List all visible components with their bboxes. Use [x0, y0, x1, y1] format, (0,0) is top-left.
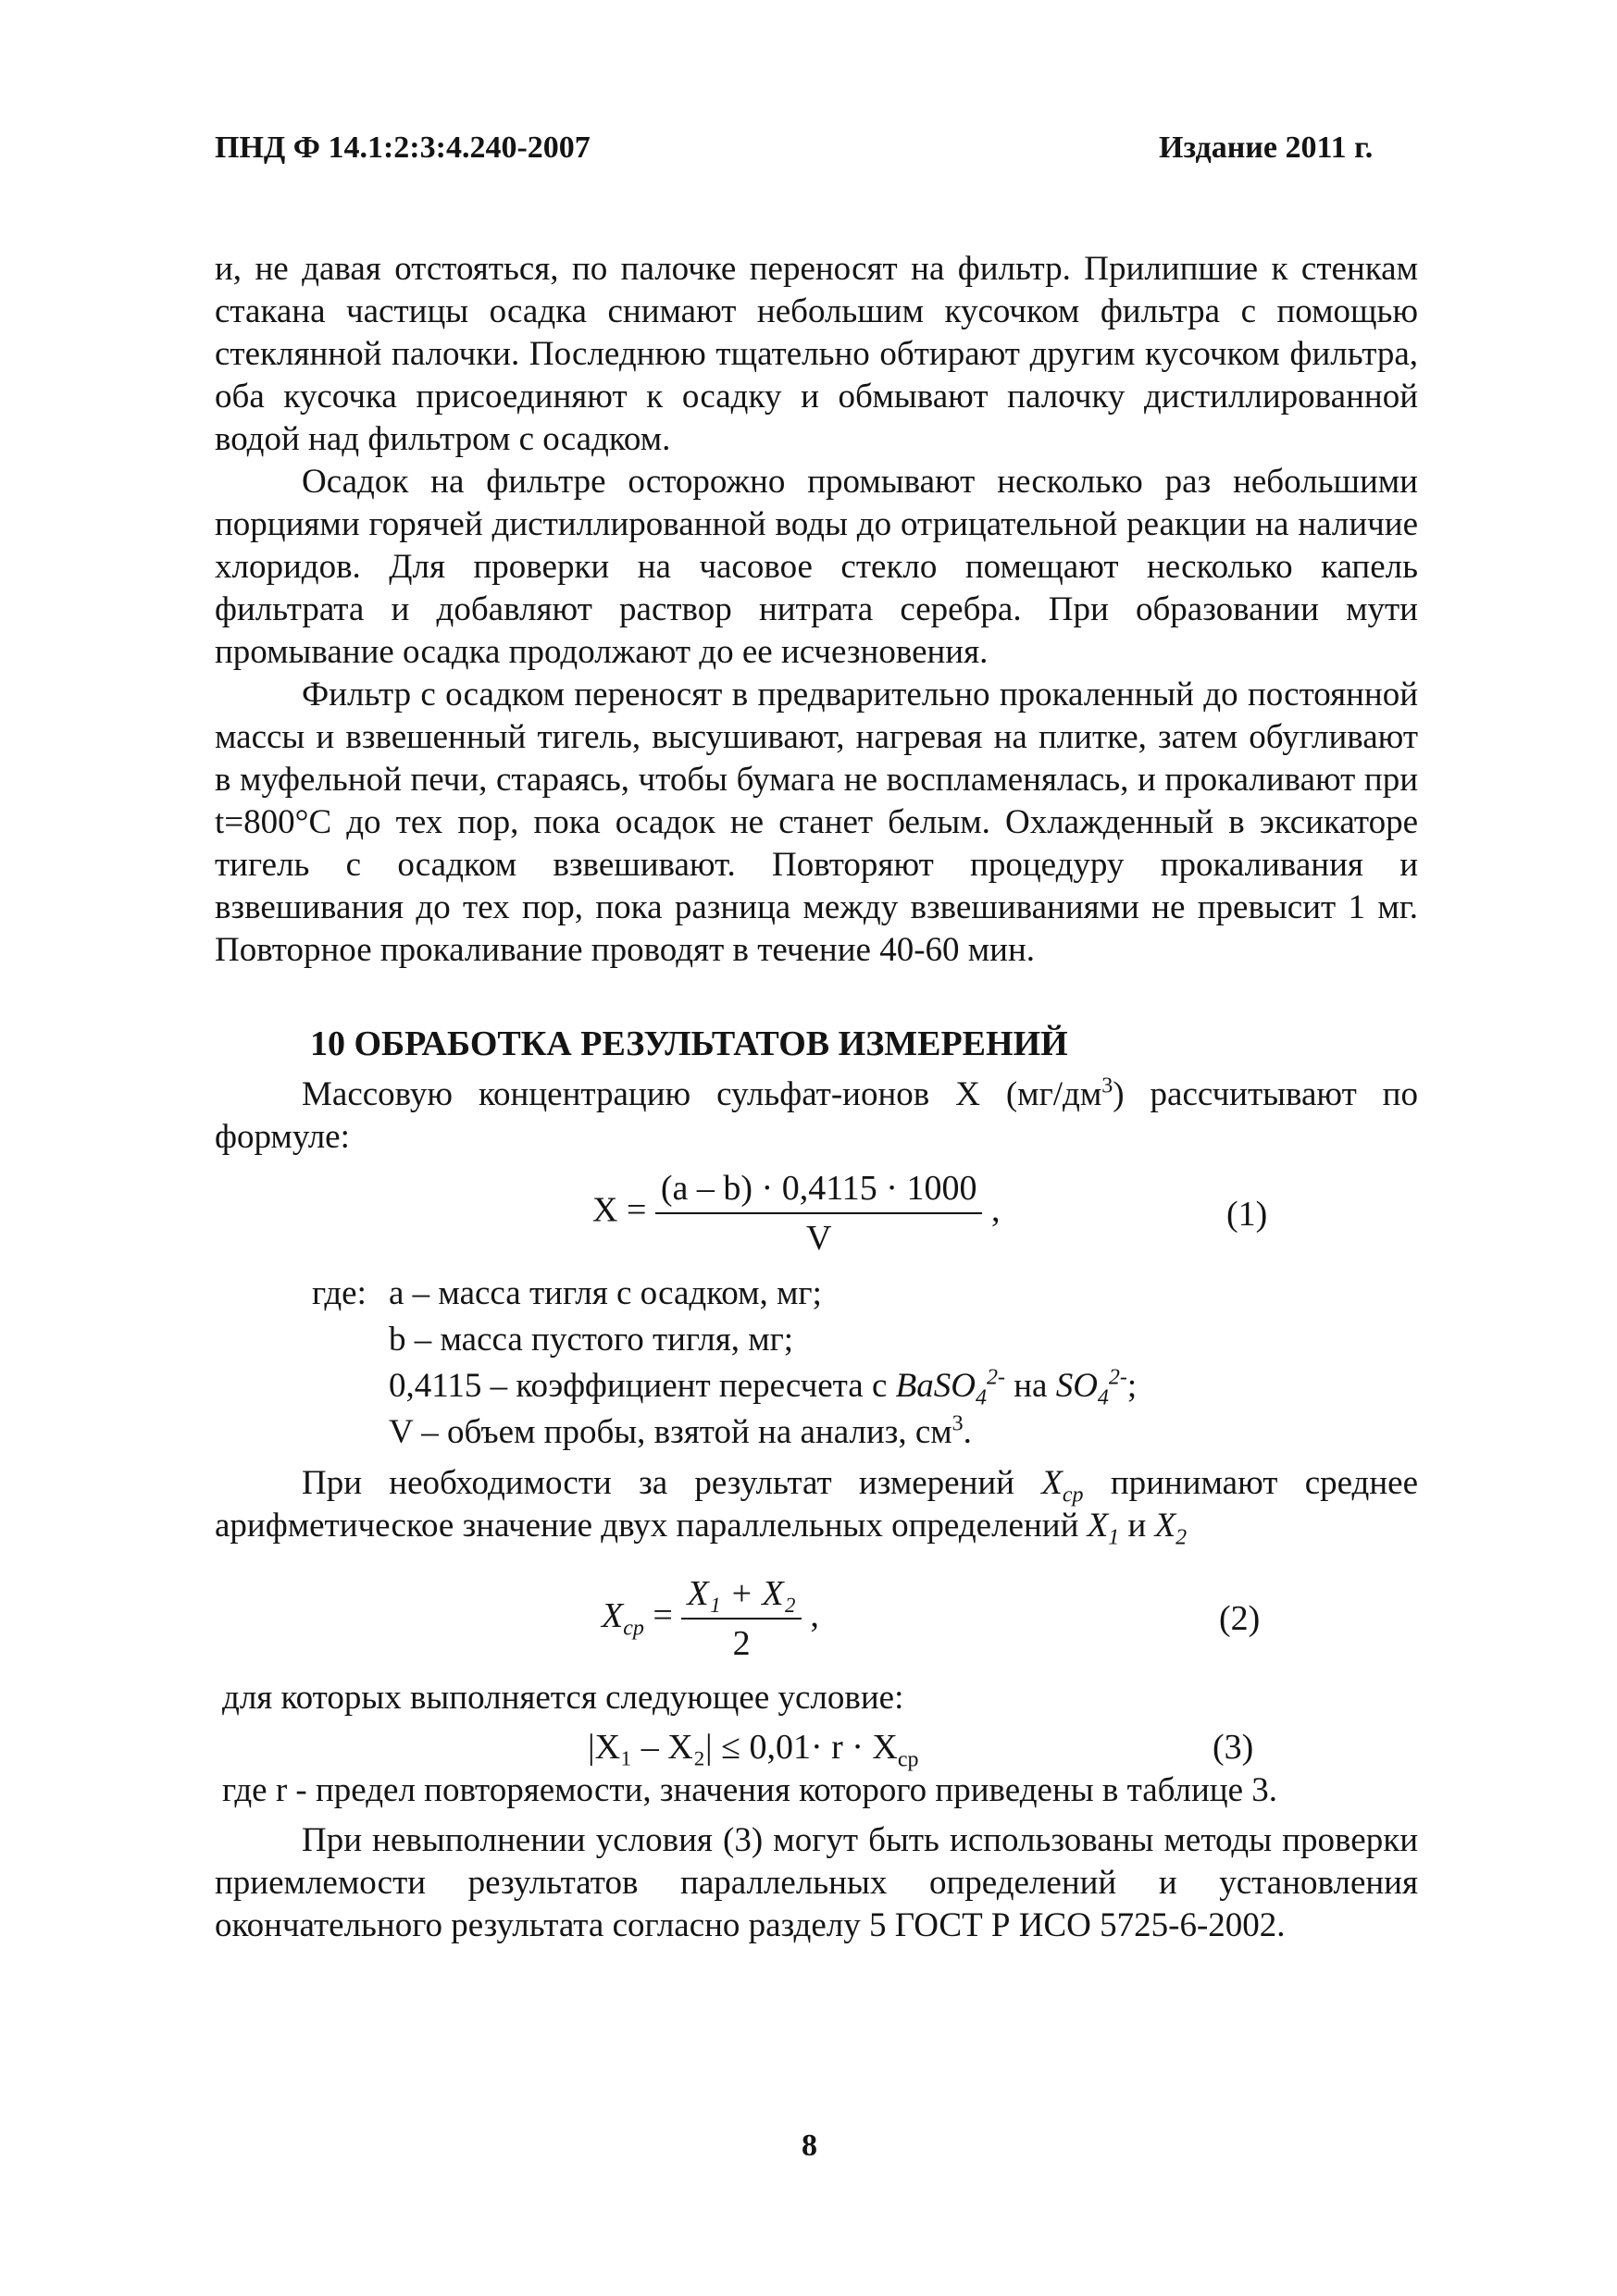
where-item-coefficient: 0,4115 – коэффициент пересчета с BaSO$_4^{2-}$ на $SO_4^{2-}$; — [389, 1365, 1138, 1410]
paragraph-filter-transfer: и, не давая отстояться, по палочке переносят на фильтр. Прилипшие к стенкам стакана частицы осадка снимают небольшим кусочком фильтра с помощью стеклянной палочки. Последнюю тщательно обтирают другим кусочком фильтра, оба кусочка присоединяют к осадку и обмывают палочку дистиллированной водой над фильтром с осадком. — [215, 250, 1418, 458]
intro-superscript: 3 — [1101, 1074, 1113, 1098]
edition-label: Издание 2011 г. — [1159, 130, 1374, 165]
coef-on: на — [1014, 1367, 1048, 1405]
formula-3: $|X_1 - X_2| \le 0,01\cdot r \cdot X_{cp}$ — [588, 1728, 919, 1772]
formula-2-lhs: $X_{cp}$ — [602, 1595, 644, 1641]
formula-1-number: (1) — [1226, 1195, 1268, 1234]
page-number: 8 — [802, 2128, 817, 2163]
section-intro — [215, 1074, 1418, 1159]
where-r: где r - предел повторяемости, значения которого приведены в таблице 3. — [222, 1771, 1278, 1809]
section-heading: 10 ОБРАБОТКА РЕЗУЛЬТАТОВ ИЗМЕРЕНИЙ — [310, 1024, 1068, 1063]
formula-2 — [602, 1573, 819, 1664]
formula-2-fraction — [681, 1573, 802, 1664]
where-prefix: где: — [312, 1274, 367, 1312]
formula-3-number: (3) — [1213, 1728, 1254, 1767]
intro-text-part2: ) рассчитывают по формуле: — [215, 1075, 1418, 1156]
formula-2-denominator: 2 — [732, 1624, 751, 1663]
coef-from-formula: BaSO$_4^{2-}$ — [895, 1365, 1005, 1410]
x2-symbol: $X_2$ — [1154, 1507, 1188, 1550]
formula-1-numerator: (a – b) · 0,4115 · 1000 — [655, 1168, 983, 1214]
paragraph-calcination: Фильтр с осадком переносят в предварительно прокаленный до постоянной массы и взвешенный тигель, высушивают, нагревая на плитке, затем обугливают в муфельной печи, стараясь, чтобы бумага не воспламенялась, и прокаливают при t=800°С до тех пор, пока осадок не станет белым. Охлажденный в эксикаторе тигель с осадком взвешивают. Повторяют процедуру прокаливания и взвешивания до тех пор, пока разница между взвешиваниями не превысит 1 мг. Повторное прокаливание проводят в течение 40-60 мин. — [215, 676, 1418, 969]
coef-text: 0,4115 – коэффициент пересчета с — [389, 1367, 888, 1405]
where-list — [389, 1271, 1137, 1456]
where-item-a: a – масса тигля с осадком, мг; — [389, 1274, 822, 1312]
intro-text-part1: Массовую концентрацию сульфат-ионов X (мг/дм — [302, 1075, 1102, 1113]
formula-2-equals: = — [653, 1595, 673, 1635]
x1-symbol: $X_1$ — [1087, 1507, 1120, 1550]
where-item-v: V – объем пробы, взятой на анализ, $см^3$. — [389, 1411, 972, 1451]
where-item-b: b – масса пустого тигля, мг; — [389, 1321, 794, 1359]
formula-1-comma: , — [990, 1190, 1001, 1230]
coef-to-formula: $SO_4^{2-}$ — [1055, 1365, 1127, 1410]
formula-1-lhs: X = — [592, 1190, 647, 1230]
formula-2-numerator: X₁ + X₂ — [681, 1573, 802, 1620]
paragraph-precipitate-wash: Осадок на фильтре осторожно промывают несколько раз небольшими порциями горячей дистиллированной воды до отрицательной реакции на наличие хлоридов. Для проверки на часовое стекло помещают несколько капель фильтрата и добавляют раствор нитрата серебра. При образовании мути промывание осадка продолжают до ее исчезновения. — [215, 463, 1418, 671]
formula-2-number: (2) — [1219, 1599, 1261, 1638]
final-paragraph: При невыполнении условия (3) могут быть использованы методы проверки приемлемости результатов параллельных определений и установления окончательного результата согласно разделу 5 ГОСТ Р ИСО 5725-6-2002. — [215, 1821, 1418, 1944]
xcp-symbol: $X_{cp}$ — [1041, 1464, 1084, 1508]
document-code: ПНД Ф 14.1:2:3:4.240-2007 — [215, 130, 591, 165]
final-paragraph-block — [215, 1819, 1418, 1947]
formula-1-denominator: V — [805, 1219, 832, 1258]
formula-2-comma: , — [810, 1595, 819, 1635]
formula-1 — [592, 1168, 1000, 1259]
condition-intro: для которых выполняется следующее условие: — [222, 1679, 904, 1717]
paragraph-mean: При необходимости за результат измерений $X_{cp}$ принимают среднее арифметическое значение двух параллельных определений $X_1$ и $X_2$ — [215, 1464, 1419, 1550]
formula-1-fraction — [655, 1168, 983, 1259]
body-block-top — [215, 248, 1418, 972]
